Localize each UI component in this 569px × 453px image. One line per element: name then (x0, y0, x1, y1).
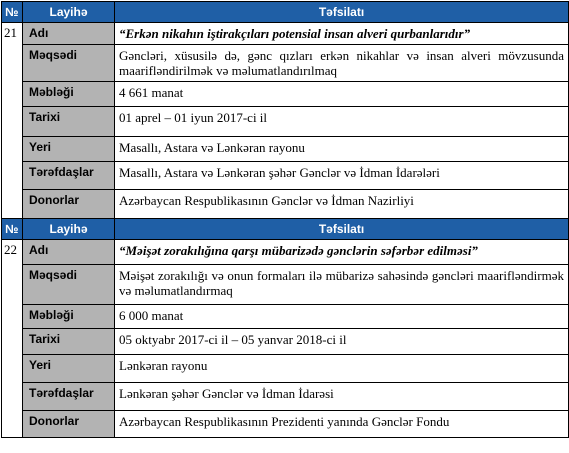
table-header-row (2, 2, 569, 23)
table-row (2, 82, 569, 107)
table-row (2, 137, 569, 162)
row-label: Donorlar (23, 190, 115, 219)
table-row (2, 107, 569, 137)
row-value: Azərbaycan Respublikasının Gənclər və İdman Nazirliyi (115, 190, 569, 219)
table-row (2, 45, 569, 82)
table-row (2, 190, 569, 219)
table-row (2, 305, 569, 329)
header-details: Təfsilatı (115, 2, 569, 23)
table-row (2, 23, 569, 45)
row-label: Məqsədi (23, 45, 115, 82)
row-value: 6 000 manat (115, 305, 569, 329)
table-row (2, 329, 569, 355)
table-row (2, 265, 569, 305)
header-project: Layihə (23, 2, 115, 23)
row-label: Məbləği (23, 305, 115, 329)
table-row (2, 383, 569, 411)
row-value: Masallı, Astara və Lənkəran rayonu (115, 137, 569, 162)
row-label: Tərəfdaşlar (23, 383, 115, 411)
row-label: Tarixi (23, 329, 115, 355)
row-value: Lənkəran rayonu (115, 355, 569, 383)
project-title: “Erkən nikahın iştirakçıları potensial insan alveri qurbanlarıdır” (115, 23, 569, 45)
header-num: № (2, 2, 23, 23)
row-label: Məbləği (23, 82, 115, 107)
header-project: Layihə (23, 219, 115, 240)
row-value: Azərbaycan Respublikasının Prezidenti yanında Gənclər Fondu (115, 411, 569, 438)
project-number: 21 (2, 23, 23, 219)
table-row (2, 240, 569, 265)
projects-table (1, 1, 569, 438)
row-value: 4 661 manat (115, 82, 569, 107)
header-num: № (2, 219, 23, 240)
row-label: Tərəfdaşlar (23, 162, 115, 190)
table-row (2, 411, 569, 438)
row-label: Məqsədi (23, 265, 115, 305)
row-value: Məişət zorakılığı və onun formaları ilə mübarizə sahəsində gəncləri maarifləndirmək və məlumatlandırmaq (115, 265, 569, 305)
row-value: Masallı, Astara və Lənkəran şəhər Gənclər və İdman İdarələri (115, 162, 569, 190)
table-row (2, 355, 569, 383)
row-label: Adı (23, 23, 115, 45)
header-details: Təfsilatı (115, 219, 569, 240)
row-value: Gəncləri, xüsusilə də, gənc qızları erkən nikahlar və insan alveri mövzusunda maarifləndirilmək və məlumatlandırılmaq (115, 45, 569, 82)
row-label: Donorlar (23, 411, 115, 438)
table-row (2, 162, 569, 190)
table-header-row (2, 219, 569, 240)
row-value: Lənkəran şəhər Gənclər və İdman İdarəsi (115, 383, 569, 411)
project-title: “Məişət zorakılığına qarşı mübarizədə gənclərin səfərbər edilməsi” (115, 240, 569, 265)
row-value: 01 aprel – 01 iyun 2017-ci il (115, 107, 569, 137)
row-value: 05 oktyabr 2017-ci il – 05 yanvar 2018-ci il (115, 329, 569, 355)
row-label: Yeri (23, 355, 115, 383)
project-number: 22 (2, 240, 23, 438)
row-label: Tarixi (23, 107, 115, 137)
row-label: Yeri (23, 137, 115, 162)
row-label: Adı (23, 240, 115, 265)
